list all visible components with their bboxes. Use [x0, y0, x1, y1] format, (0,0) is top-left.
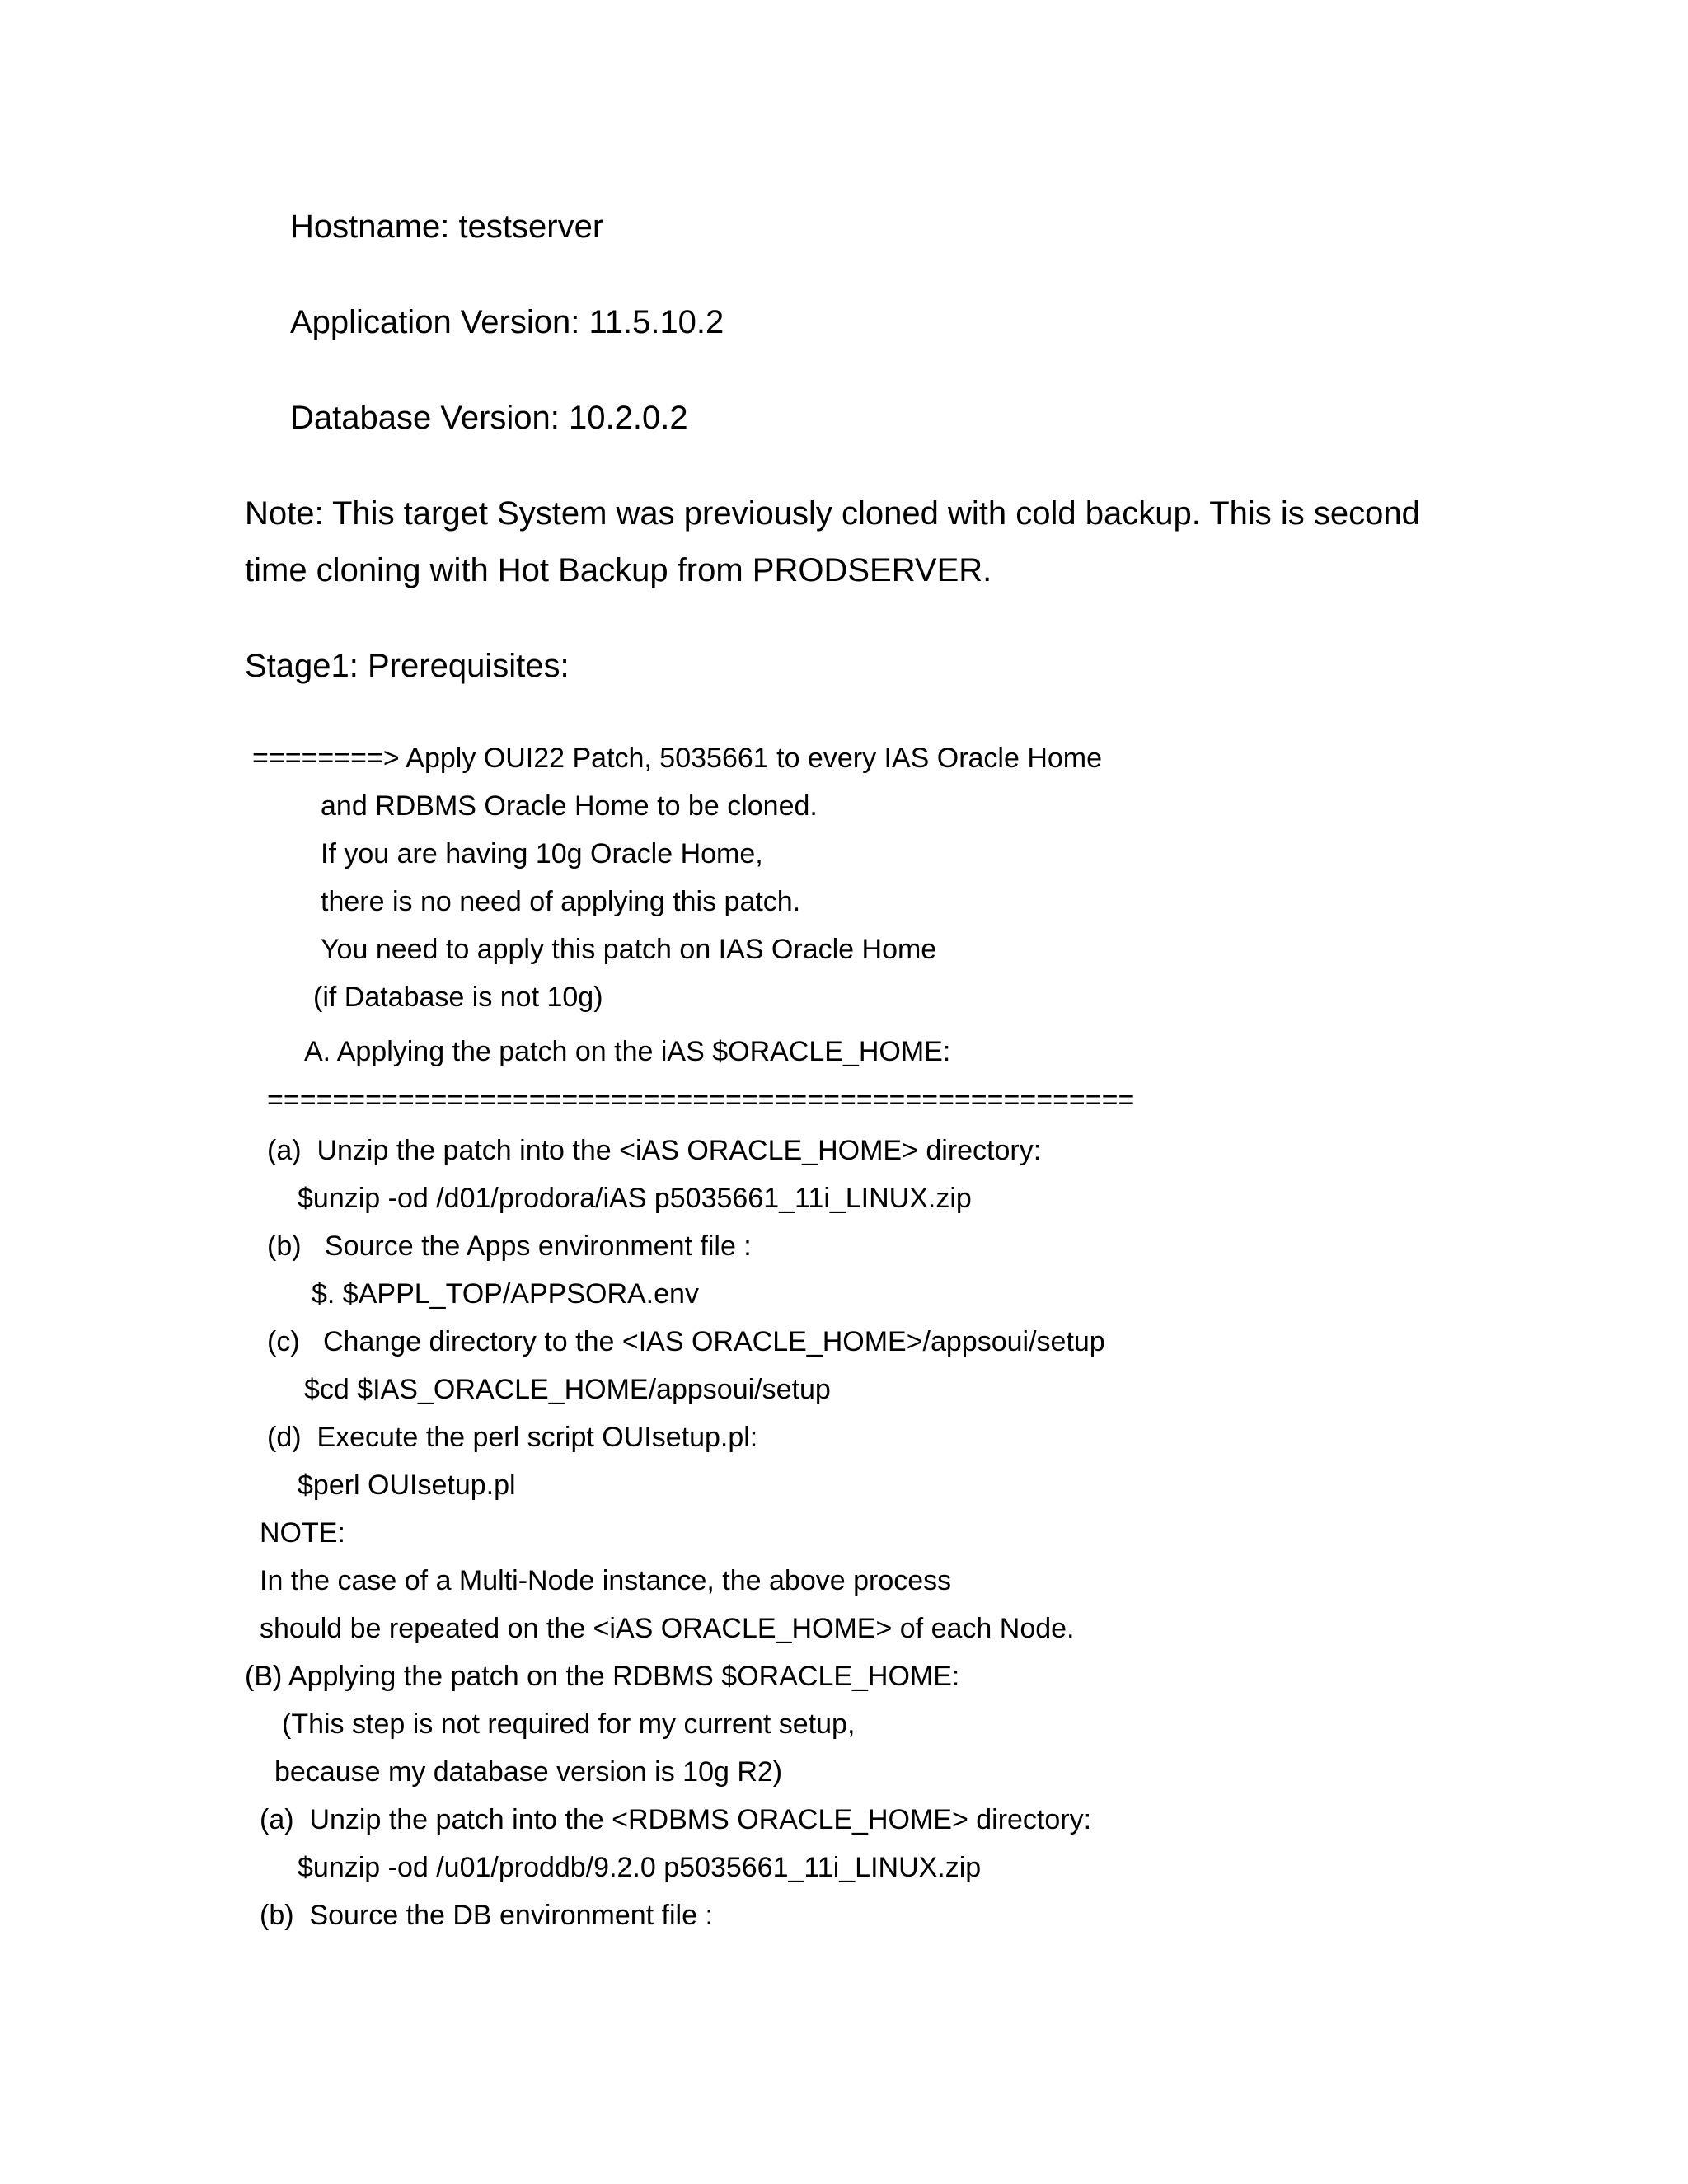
- body-line: ========> Apply OUI22 Patch, 5035661 to every IAS Oracle Home: [252, 743, 1103, 774]
- database-version-line: Database Version: 10.2.0.2: [290, 400, 688, 436]
- body-line: should be repeated on the <iAS ORACLE_HOME> of each Node.: [260, 1613, 1075, 1644]
- body-line: because my database version is 10g R2): [274, 1756, 783, 1788]
- body-line: and RDBMS Oracle Home to be cloned.: [321, 790, 818, 822]
- command-line: $cd $IAS_ORACLE_HOME/appsoui/setup: [304, 1374, 831, 1405]
- body-line: (a) Unzip the patch into the <RDBMS ORACLE_HOME> directory:: [260, 1804, 1092, 1835]
- body-line: If you are having 10g Oracle Home,: [321, 838, 763, 869]
- command-line: $perl OUIsetup.pl: [298, 1469, 516, 1501]
- body-line: (a) Unzip the patch into the <iAS ORACLE_HOME> directory:: [267, 1135, 1042, 1166]
- body-line: In the case of a Multi-Node instance, the above process: [260, 1565, 952, 1596]
- body-line: (b) Source the Apps environment file :: [267, 1230, 752, 1262]
- separator-line: =====================================================: [267, 1085, 1135, 1116]
- command-line: $unzip -od /d01/prodora/iAS p5035661_11i_LINUX.zip: [298, 1183, 972, 1214]
- note-heading: NOTE:: [260, 1517, 345, 1549]
- stage-title: Stage1: Prerequisites:: [245, 648, 570, 684]
- command-line: $. $APPL_TOP/APPSORA.env: [312, 1278, 699, 1310]
- command-line: $unzip -od /u01/proddb/9.2.0 p5035661_11i_LINUX.zip: [298, 1852, 982, 1883]
- application-version-line: Application Version: 11.5.10.2: [290, 304, 724, 340]
- body-line: (d) Execute the perl script OUIsetup.pl:: [267, 1422, 758, 1453]
- body-line: (b) Source the DB environment file :: [260, 1900, 713, 1931]
- hostname-line: Hostname: testserver: [290, 209, 604, 245]
- body-line: (if Database is not 10g): [313, 982, 603, 1013]
- body-line: You need to apply this patch on IAS Oracle Home: [321, 934, 937, 965]
- body-line: (This step is not required for my current setup,: [282, 1708, 856, 1740]
- note-line-1: Note: This target System was previously cloned with cold backup. This is second: [245, 495, 1420, 532]
- subsection-heading-a: A. Applying the patch on the iAS $ORACLE_HOME:: [304, 1036, 951, 1067]
- subsection-heading-b: (B) Applying the patch on the RDBMS $ORACLE_HOME:: [245, 1661, 960, 1692]
- body-line: there is no need of applying this patch.: [321, 886, 801, 917]
- note-line-2: time cloning with Hot Backup from PRODSERVER.: [245, 552, 992, 588]
- body-line: (c) Change directory to the <IAS ORACLE_HOME>/appsoui/setup: [267, 1326, 1105, 1357]
